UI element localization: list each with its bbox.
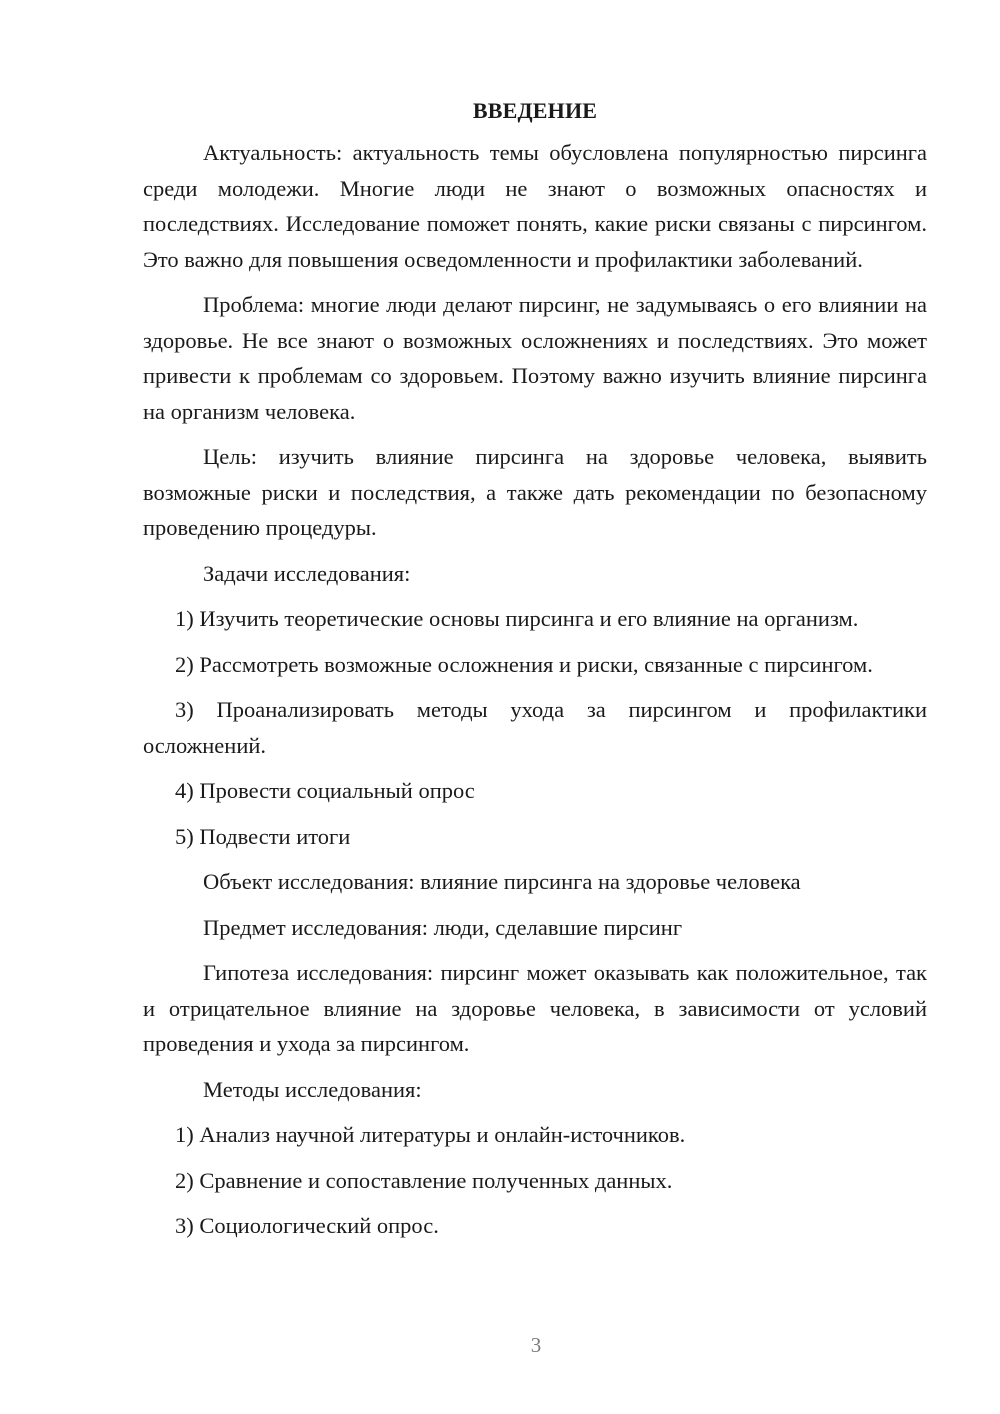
problem-paragraph: Проблема: многие люди делают пирсинг, не задумываясь о его влиянии на здоровье. Не все знают о возможных осложнениях и последствиях. Это может привести к проблемам со здоровьем. Поэтому важно изучить влияние пирсинга на организм человека. — [143, 292, 927, 424]
relevance-paragraph: Актуальность: актуальность темы обусловлена популярностью пирсинга среди молодежи. Многие люди не знают о возможных опасностях и последствиях. Исследование поможет понять, какие риски связаны с пирсингом. Это важно для повышения осведомленности и профилактики заболеваний. — [143, 140, 927, 272]
tasks-list — [143, 601, 927, 854]
page-number — [0, 1330, 1000, 1360]
method-item: 2) Сравнение и сопоставление полученных данных. — [175, 1167, 673, 1193]
goal-paragraph: Цель: изучить влияние пирсинга на здоровье человека, выявить возможные риски и последствия, а также дать рекомендации по безопасному проведению процедуры. — [143, 444, 927, 540]
task-item: 3) Проанализировать методы ухода за пирсингом и профилактики осложнений. — [143, 697, 927, 758]
hypothesis-paragraph: Гипотеза исследования: пирсинг может оказывать как положительное, так и отрицательное влияние на здоровье человека, в зависимости от условий проведения и ухода за пирсингом. — [143, 960, 927, 1056]
task-item: 2) Рассмотреть возможные осложнения и риски, связанные с пирсингом. — [175, 651, 873, 677]
task-item: 1) Изучить теоретические основы пирсинга и его влияние на организм. — [175, 606, 859, 631]
page-number-text: 3 — [530, 1333, 542, 1357]
task-item: 4) Провести социальный опрос — [175, 778, 475, 803]
methods-heading: Методы исследования: — [203, 1076, 422, 1102]
page-title: ВВЕДЕНИЕ — [472, 98, 598, 123]
method-item: 1) Анализ научной литературы и онлайн-источников. — [175, 1122, 686, 1147]
subject-line: Предмет исследования: люди, сделавшие пирсинг — [203, 914, 683, 940]
tasks-heading: Задачи исследования: — [203, 560, 411, 586]
page-content — [143, 93, 927, 1254]
task-item: 5) Подвести итоги — [175, 823, 351, 849]
methods-list — [143, 1117, 927, 1244]
method-item: 3) Социологический опрос. — [175, 1213, 439, 1238]
object-line: Объект исследования: влияние пирсинга на здоровье человека — [203, 869, 801, 894]
